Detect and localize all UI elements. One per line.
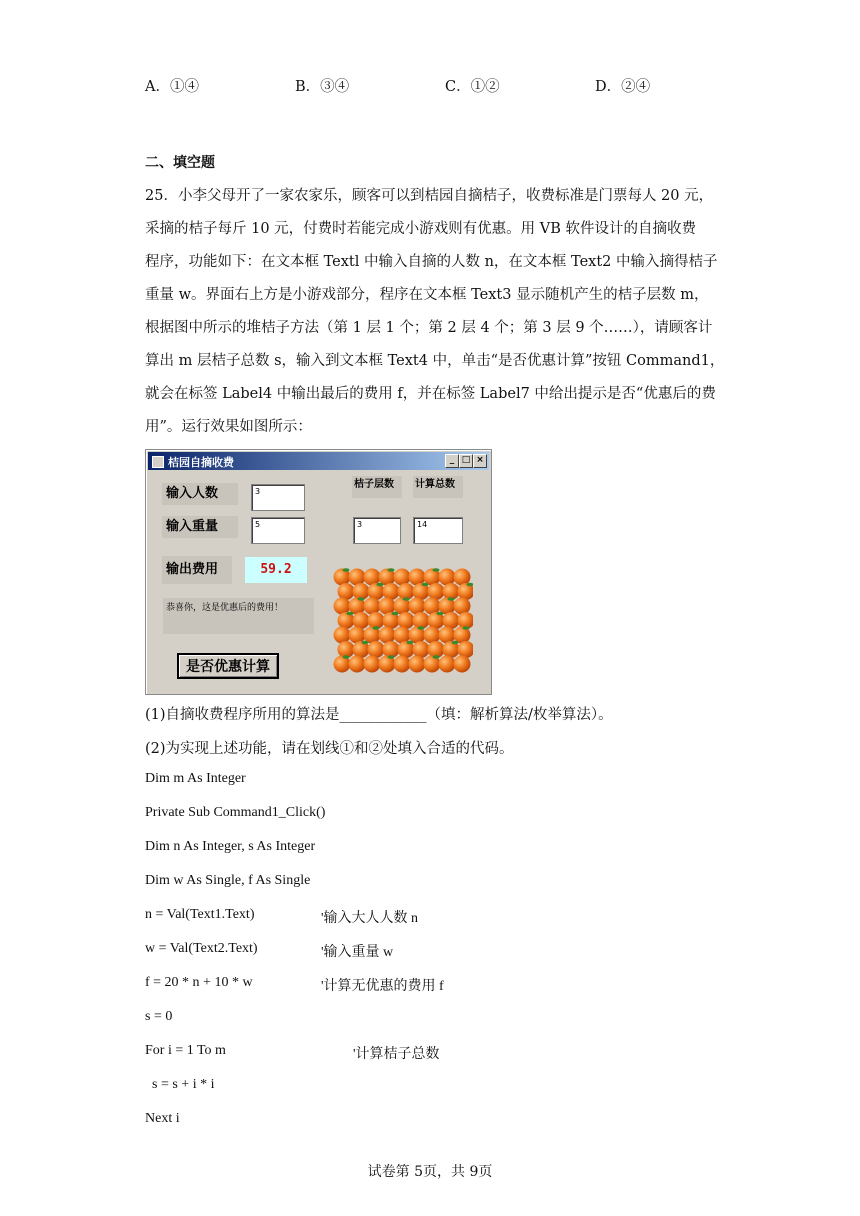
page-footer: 试卷第 5页，共 9页 [367, 1164, 493, 1180]
sub-question-1: (1)自摘收费程序所用的算法是____________（填：解析算法/枚举算法）。 [145, 707, 613, 723]
leaf-icon [358, 597, 365, 601]
option-c: C．①② [445, 79, 500, 95]
question-line: 采摘的桔子每斤 10 元，付费时若能完成小游戏则有优惠。用 VB 软件设计的自摘收费 [145, 221, 697, 237]
code-comment: '输入重量 w [321, 945, 394, 960]
orange-icon [364, 598, 381, 615]
leaf-icon [452, 641, 459, 645]
code-line: Private Sub Command1_Click() [145, 805, 326, 820]
orange-icon [394, 627, 411, 644]
code-line: f = 20 * n + 10 * w [145, 975, 253, 990]
leaf-icon [418, 626, 425, 630]
orange-icon [424, 627, 441, 644]
question-line: 就会在标签 Label4 中输出最后的费用 f，并在标签 Label7 中给出提示是否“优惠后的费 [145, 386, 716, 402]
leaf-icon [362, 641, 369, 645]
label-weight: 输入重量 [162, 516, 238, 538]
option-b: B．③④ [295, 79, 350, 95]
leaf-icon [403, 597, 410, 601]
question-line: 用”。运行效果如图所示： [145, 419, 312, 435]
code-line: Next i [145, 1111, 180, 1126]
leaf-icon [392, 612, 399, 616]
text1-input[interactable]: 3 [251, 484, 305, 511]
window-title: 桔园自摘收费 [168, 456, 234, 469]
question-line: 25．小李父母开了一家农家乐，顾客可以到桔园自摘桔子，收费标准是门票每人 20 元， [145, 188, 714, 204]
sub-question-2: (2)为实现上述功能，请在划线①和②处填入合适的代码。 [145, 741, 514, 757]
tip-label: 恭喜你，这是优惠后的费用！ [163, 598, 314, 634]
label-total: 计算总数 [413, 476, 463, 498]
code-line: w = Val(Text2.Text) [145, 941, 258, 956]
orange-icon [409, 656, 426, 673]
orange-icon [439, 656, 456, 673]
code-comment: '计算桔子总数 [353, 1047, 440, 1062]
leaf-icon [437, 612, 444, 616]
question-text [145, 180, 725, 444]
orange-icon [454, 569, 471, 586]
question-line: 根据图中所示的堆桔子方法（第 1 层 1 个；第 2 层 4 个；第 3 层 9 个……），请顾客计 [145, 320, 713, 336]
maximize-icon[interactable]: □ [459, 454, 473, 468]
leaf-icon [448, 597, 455, 601]
orange-icon [349, 627, 366, 644]
leaf-icon [463, 626, 470, 630]
orange-icon [443, 612, 460, 629]
orange-icon [428, 583, 445, 600]
vb-form-window [145, 449, 492, 695]
close-icon[interactable]: × [473, 454, 487, 468]
orange-icon [394, 569, 411, 586]
orange-icon [368, 641, 385, 658]
orange-icon [394, 656, 411, 673]
leaf-icon [373, 626, 380, 630]
leaf-icon [407, 641, 414, 645]
orange-icon [349, 656, 366, 673]
orange-icon [458, 641, 474, 658]
question-line: 重量 w。界面右上方是小游戏部分，程序在文本框 Text3 显示随机产生的桔子层数 m， [145, 287, 709, 303]
code-line: Dim m As Integer [145, 771, 246, 786]
code-line: s = 0 [145, 1009, 173, 1024]
app-icon [152, 456, 164, 468]
minimize-icon[interactable]: _ [445, 454, 459, 468]
question-line: 程序，功能如下：在文本框 Textl 中输入自摘的人数 n，在文本框 Text2 中输入摘得桔子 [145, 254, 718, 270]
orange-icon [413, 641, 430, 658]
text2-input[interactable]: 5 [251, 517, 305, 544]
orange-icon [379, 627, 396, 644]
orange-icon [454, 656, 471, 673]
leaf-icon [388, 655, 395, 659]
question-line: 算出 m 层桔子总数 s，输入到文本框 Text4 中，单击“是否优惠计算”按钮 Command1， [145, 353, 725, 369]
leaf-icon [422, 583, 429, 587]
orange-icon [383, 583, 400, 600]
code-comment: '输入大人人数 n [321, 911, 419, 926]
label-output: 输出费用 [162, 556, 232, 584]
option-d: D．②④ [595, 79, 651, 95]
text4-input[interactable]: 14 [413, 517, 463, 544]
orange-icon [409, 569, 426, 586]
orange-icon [353, 612, 370, 629]
leaf-icon [433, 655, 440, 659]
orange-icon [334, 598, 351, 615]
orange-icon [334, 627, 351, 644]
orange-icon [454, 598, 471, 615]
code-line: s = s + i * i [145, 1077, 215, 1092]
orange-icon [398, 612, 415, 629]
orange-icon [379, 598, 396, 615]
option-a: A．①④ [145, 79, 199, 95]
orange-icon [439, 627, 456, 644]
leaf-icon [343, 568, 350, 572]
label-layers: 桔子层数 [352, 476, 402, 498]
leaf-icon [377, 583, 384, 587]
leaf-icon [343, 655, 350, 659]
text3-input[interactable]: 3 [353, 517, 401, 544]
code-line: Dim n As Integer, s As Integer [145, 839, 316, 854]
code-line: n = Val(Text1.Text) [145, 907, 255, 922]
leaf-icon [388, 568, 395, 572]
label-people: 输入人数 [162, 483, 238, 505]
section-title: 二、填空题 [145, 155, 215, 171]
orange-pile-image [333, 568, 473, 674]
orange-icon [349, 569, 366, 586]
code-line: For i = 1 To m [145, 1043, 226, 1058]
output-cost-label: 59.2 [245, 557, 307, 583]
orange-icon [409, 598, 426, 615]
orange-icon [364, 569, 381, 586]
orange-icon [424, 598, 441, 615]
orange-icon [439, 569, 456, 586]
orange-icon [338, 583, 355, 600]
leaf-icon [347, 612, 354, 616]
leaf-icon [433, 568, 440, 572]
discount-calc-button[interactable]: 是否优惠计算 [177, 653, 279, 679]
window-titlebar [148, 452, 489, 470]
code-comment: '计算无优惠的费用 f [321, 979, 444, 994]
code-line: Dim w As Single, f As Single [145, 873, 311, 888]
orange-icon [364, 656, 381, 673]
